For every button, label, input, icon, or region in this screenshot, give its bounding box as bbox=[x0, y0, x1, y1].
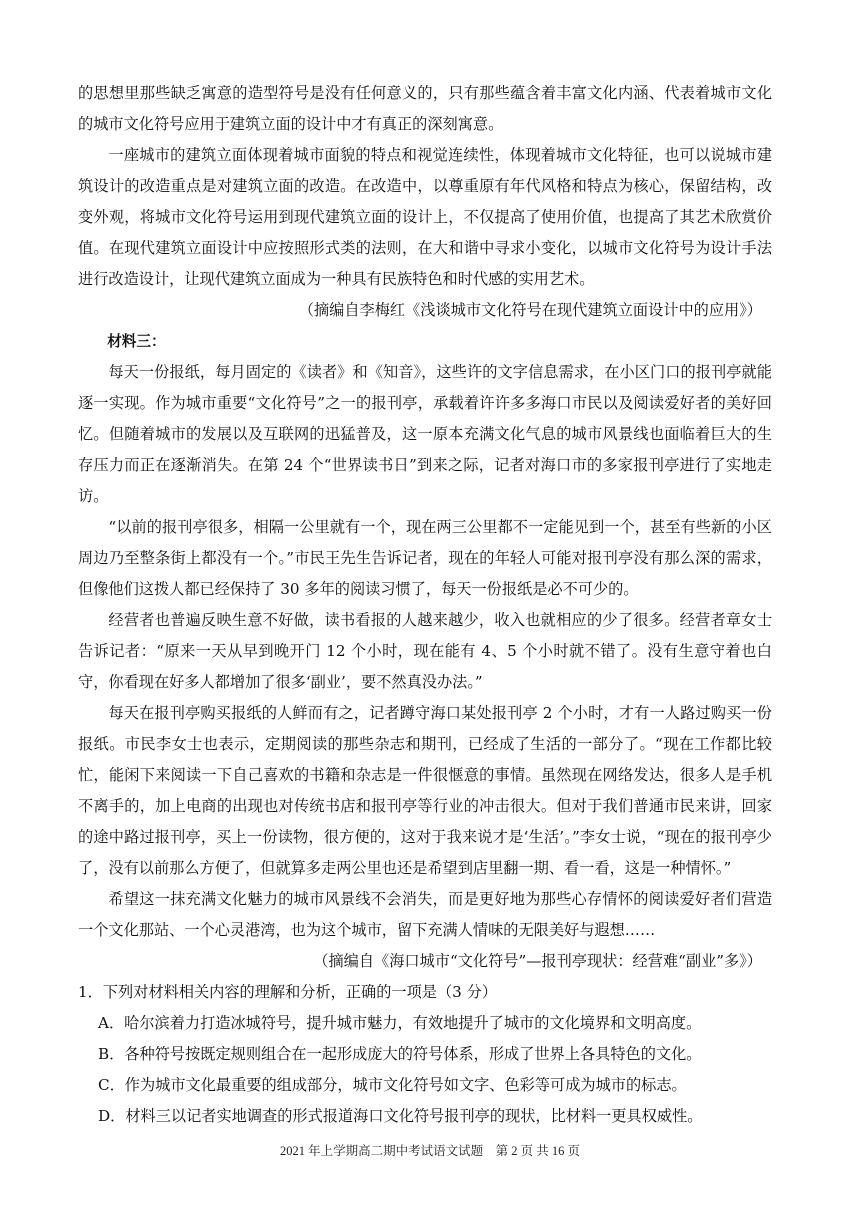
material3-paragraph-5: 希望这一抹充满文化魅力的城市风景线不会消失，而是更好地为那些心存情怀的阅读爱好者们营造一个文化那站、一个心灵港湾，也为这个城市，留下充满人情味的无限美好与遐想…… bbox=[78, 890, 772, 939]
material3-paragraph-1: 每天一份报纸，每月固定的《读者》和《知音》，这些许的文字信息需求，在小区门口的报刊亭就能逐一实现。作为城市重要“文化符号”之一的报刊亭，承载着许许多多海口市民以及阅读爱好者的美好回忆。但随着城市的发展以及互联网的迅猛普及，这一原本充满文化气息的城市风景线也面临着巨大的生存压力而正在逐渐消失。在第 24 个“世界读书日”到来之际，记者对海口市的多家报刊亭进行了实地走访。 bbox=[78, 363, 772, 505]
material2-paragraph: 一座城市的建筑立面体现着城市面貌的特点和视觉连续性，体现着城市文化特征，也可以说城市建筑设计的改造重点是对建筑立面的改造。在改造中，以尊重原有年代风格和特点为核心，保留结构，改变外观，将城市文化符号运用到现代建筑立面的设计上，不仅提高了使用价值，也提高了其艺术欣赏价值。在现代建筑立面设计中应按照形式类的法则，在大和谐中寻求小变化，以城市文化符号为设计手法进行改造设计，让现代建筑立面成为一种具有民族特色和时代感的实用艺术。 bbox=[78, 146, 772, 288]
material3-paragraph-4: 每天在报刊亭购买报纸的人鲜而有之，记者蹲守海口某处报刊亭 2 个小时，才有一人路过购买一份报纸。市民李女士也表示，定期阅读的那些杂志和期刊，已经成了生活的一部分了。“现在工作都比较忙，能闲下来阅读一下自己喜欢的书籍和杂志是一件很惬意的事情。虽然现在网络发达，很多人是手机不离手的，加上电商的出现也对传统书店和报刊亭等行业的冲击很大。但对于我们普通市民来讲，回家的途中路过报刊亭，买上一份读物，很方便的，这对于我来说才是‘生活’。”李女士说，“现在的报刊亭少了，没有以前那么方便了，但就算多走两公里也还是希望到店里翻一期、看一看，这是一种情怀。” bbox=[78, 704, 772, 877]
page-footer: 2021 年上学期高二期中考试语文试题 第 2 页 共 16 页 bbox=[279, 1144, 580, 1158]
question-1-options bbox=[78, 1008, 772, 1132]
material3-source: （摘编自《海口城市“文化符号”—报刊亭现状：经营难“副业”多》） bbox=[313, 952, 762, 970]
material3-paragraph-2: “以前的报刊亭很多，相隔一公里就有一个，现在两三公里都不一定能见到一个，甚至有些新的小区周边乃至整条街上都没有一个。”市民王先生告诉记者，现在的年轻人可能对报刊亭没有那么深的需求，但像他们这拨人都已经保持了 30 多年的阅读习惯了，每天一份报纸是必不可少的。 bbox=[78, 518, 772, 598]
option-d: D．材料三以记者实地调查的形式报道海口文化符号报刊亭的现状，比材料一更具权威性。 bbox=[98, 1107, 703, 1125]
material2-source: （摘编自李梅红《浅谈城市文化符号在现代建筑立面设计中的应用》） bbox=[298, 301, 762, 319]
material3-paragraph-3: 经营者也普遍反映生意不好做，读书看报的人越来越少，收入也就相应的少了很多。经营者章女士告诉记者：“原来一天从早到晚开门 12 个小时，现在能有 4、5 个小时就不错了。没有生意守着也白守，你看现在好多人都增加了很多‘副业’，要不然真没办法。” bbox=[78, 611, 772, 691]
option-b: B．各种符号按既定规则组合在一起形成庞大的符号体系，形成了世界上各具特色的文化。 bbox=[98, 1045, 702, 1063]
material3-heading: 材料三： bbox=[107, 333, 166, 350]
option-c: C．作为城市文化最重要的组成部分，城市文化符号如文字、色彩等可成为城市的标志。 bbox=[98, 1076, 687, 1094]
option-a: A．哈尔滨着力打造冰城符号，提升城市魅力，有效地提升了城市的文化境界和文明高度。 bbox=[98, 1014, 702, 1032]
question-1-stem: 1．下列对材料相关内容的理解和分析，正确的一项是（3 分） bbox=[78, 983, 498, 1001]
material2-paragraph-continued: 的思想里那些缺乏寓意的造型符号是没有任何意义的，只有那些蕴含着丰富文化内涵、代表着城市文化的城市文化符号应用于建筑立面的设计中才有真正的深刻寓意。 bbox=[78, 84, 772, 133]
